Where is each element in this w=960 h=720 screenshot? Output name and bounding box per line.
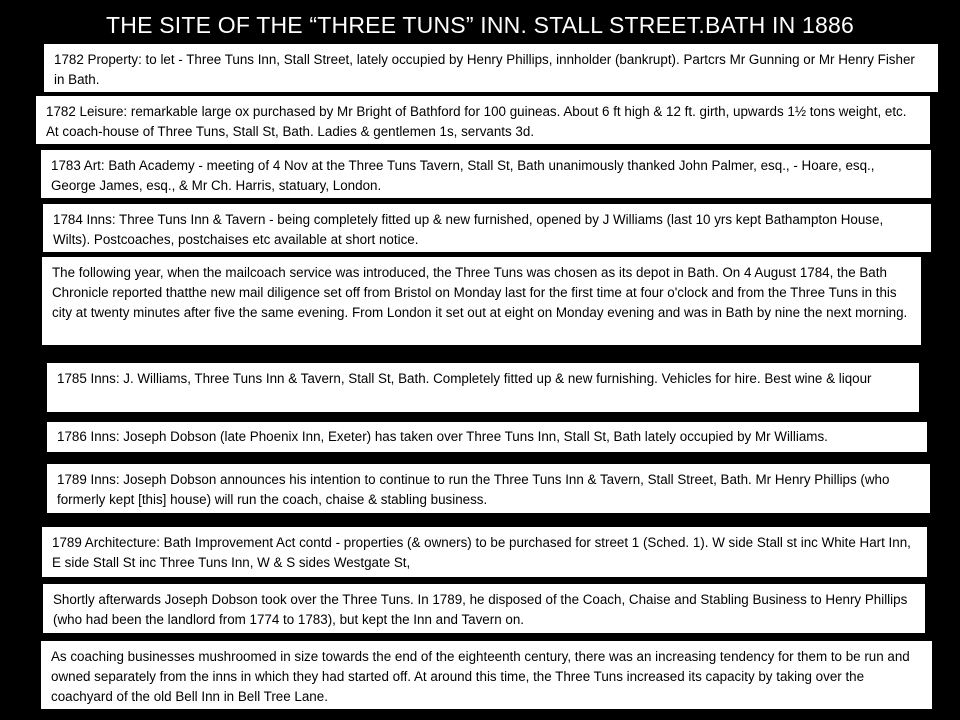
entry-1789-architecture: 1789 Architecture: Bath Improvement Act contd - properties (& owners) to be purchased for street 1 (Sched. 1). W side Stall st inc White Hart Inn, E side Stall St inc Three Tuns Inn, W & S sides Westgate St, [42, 527, 927, 577]
entry-coaching-paragraph: As coaching businesses mushroomed in size towards the end of the eighteenth century, there was an increasing tendency for them to be run and owned separately from the inns in which they had started off. At around this time, the Three Tuns increased its capacity by taking over the coachyard of the old Bell Inn in Bell Tree Lane. [41, 641, 932, 709]
entry-1789-inns: 1789 Inns: Joseph Dobson announces his intention to continue to run the Three Tuns Inn & Tavern, Stall Street, Bath. Mr Henry Phillips (who formerly kept [this] house) will run the coach, chaise & stabling business. [47, 464, 930, 513]
entry-1784-inns: 1784 Inns: Three Tuns Inn & Tavern - being completely fitted up & new furnished, opened by J Williams (last 10 yrs kept Bathampton House, Wilts). Postcoaches, postchaises etc available at short notice. [43, 204, 931, 252]
entry-1785-inns: 1785 Inns: J. Williams, Three Tuns Inn & Tavern, Stall St, Bath. Completely fitted up & new furnishing. Vehicles for hire. Best wine & liqour [47, 363, 919, 412]
entry-1782-property: 1782 Property: to let - Three Tuns Inn, Stall Street, lately occupied by Henry Phillips, innholder (bankrupt). Partcrs Mr Gunning or Mr Henry Fisher in Bath. [44, 44, 938, 92]
entry-1783-art: 1783 Art: Bath Academy - meeting of 4 Nov at the Three Tuns Tavern, Stall St, Bath unanimously thanked John Palmer, esq., - Hoare, esq., George James, esq., & Mr Ch. Harris, statuary, London. [41, 150, 931, 198]
entry-1782-leisure: 1782 Leisure: remarkable large ox purchased by Mr Bright of Bathford for 100 guineas. About 6 ft high & 12 ft. girth, upwards 1½ tons weight, etc. At coach-house of Three Tuns, Stall St, Bath. Ladies & gentlemen 1s, servants 3d. [36, 96, 930, 144]
entry-1786-inns: 1786 Inns: Joseph Dobson (late Phoenix Inn, Exeter) has taken over Three Tuns Inn, Stall St, Bath lately occupied by Mr Williams. [47, 422, 927, 452]
page-title: THE SITE OF THE “THREE TUNS” INN. STALL STREET.BATH IN 1886 [106, 12, 854, 38]
entry-mailcoach-paragraph: The following year, when the mailcoach service was introduced, the Three Tuns was chosen as its depot in Bath. On 4 August 1784, the Bath Chronicle reported thatthe new mail diligence set off from Bristol on Monday last for the first time at four o'clock and from the Three Tuns in this city at twenty minutes after five the same evening. From London it set out at eight on Monday evening and was in Bath by nine the next morning. [42, 257, 921, 345]
entry-dobson-paragraph: Shortly afterwards Joseph Dobson took over the Three Tuns. In 1789, he disposed of the Coach, Chaise and Stabling Business to Henry Phillips (who had been the landlord from 1774 to 1783), but kept the Inn and Tavern on. [43, 584, 925, 633]
